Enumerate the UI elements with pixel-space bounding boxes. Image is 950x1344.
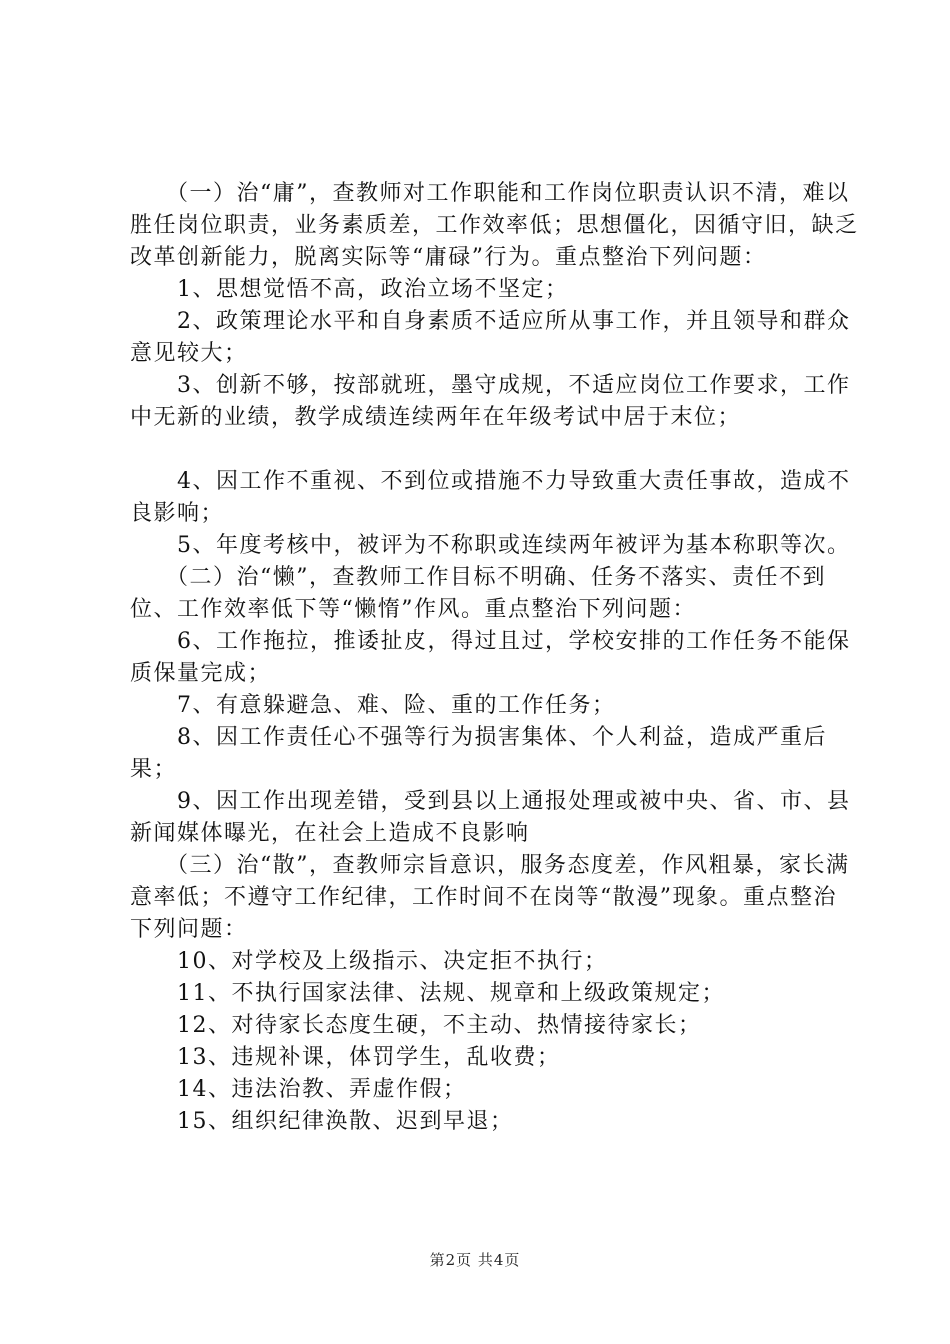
section-heading-san: （三）治“散”，查教师宗旨意识，服务态度差，作风粗暴，家长满意率低；不遵守工作纪律，工作时间不在岗等“散漫”现象。重点整治下列问题： bbox=[130, 853, 850, 942]
list-item: 12、对待家长态度生硬，不主动、热情接待家长； bbox=[130, 1013, 702, 1038]
list-item: 4、因工作不重视、不到位或措施不力导致重大责任事故，造成不良影响； bbox=[130, 469, 851, 526]
list-item: 7、有意躲避急、难、险、重的工作任务； bbox=[130, 693, 616, 718]
list-item: 14、违法治教、弄虚作假； bbox=[130, 1077, 467, 1102]
list-item: 2、政策理论水平和自身素质不适应所从事工作，并且领导和群众意见较大； bbox=[130, 309, 851, 366]
document-body bbox=[130, 178, 860, 1138]
list-item: 3、创新不够，按部就班，墨守成规，不适应岗位工作要求，工作中无新的业绩，教学成绩连续两年在年级考试中居于末位； bbox=[130, 373, 851, 430]
list-item: 10、对学校及上级指示、决定拒不执行； bbox=[130, 949, 608, 974]
list-item: 13、违规补课，体罚学生，乱收费； bbox=[130, 1045, 561, 1070]
list-item: 1、思想觉悟不高，政治立场不坚定； bbox=[130, 277, 569, 302]
list-item: 5、年度考核中，被评为不称职或连续两年被评为基本称职等次。 bbox=[130, 533, 851, 558]
blank-line bbox=[130, 434, 860, 466]
page-number-footer: 第2页 共4页 bbox=[429, 1251, 521, 1269]
list-item: 15、组织纪律涣散、迟到早退； bbox=[130, 1109, 514, 1134]
list-item: 11、不执行国家法律、法规、规章和上级政策规定； bbox=[130, 981, 725, 1006]
list-item: 8、因工作责任心不强等行为损害集体、个人利益，造成严重后果； bbox=[130, 725, 827, 782]
section-heading-yong: （一）治“庸”，查教师对工作职能和工作岗位职责认识不清，难以胜任岗位职责，业务素质差，工作效率低；思想僵化，因循守旧，缺乏改革创新能力，脱离实际等“庸碌”行为。重点整治下列问题： bbox=[130, 181, 859, 270]
list-item: 9、因工作出现差错，受到县以上通报处理或被中央、省、市、县新闻媒体曝光，在社会上造成不良影响 bbox=[130, 789, 851, 846]
list-item: 6、工作拖拉，推诿扯皮，得过且过，学校安排的工作任务不能保质保量完成； bbox=[130, 629, 851, 686]
section-heading-lan: （二）治“懒”，查教师工作目标不明确、任务不落实、责任不到位、工作效率低下等“懒惰”作风。重点整治下列问题： bbox=[130, 565, 826, 622]
